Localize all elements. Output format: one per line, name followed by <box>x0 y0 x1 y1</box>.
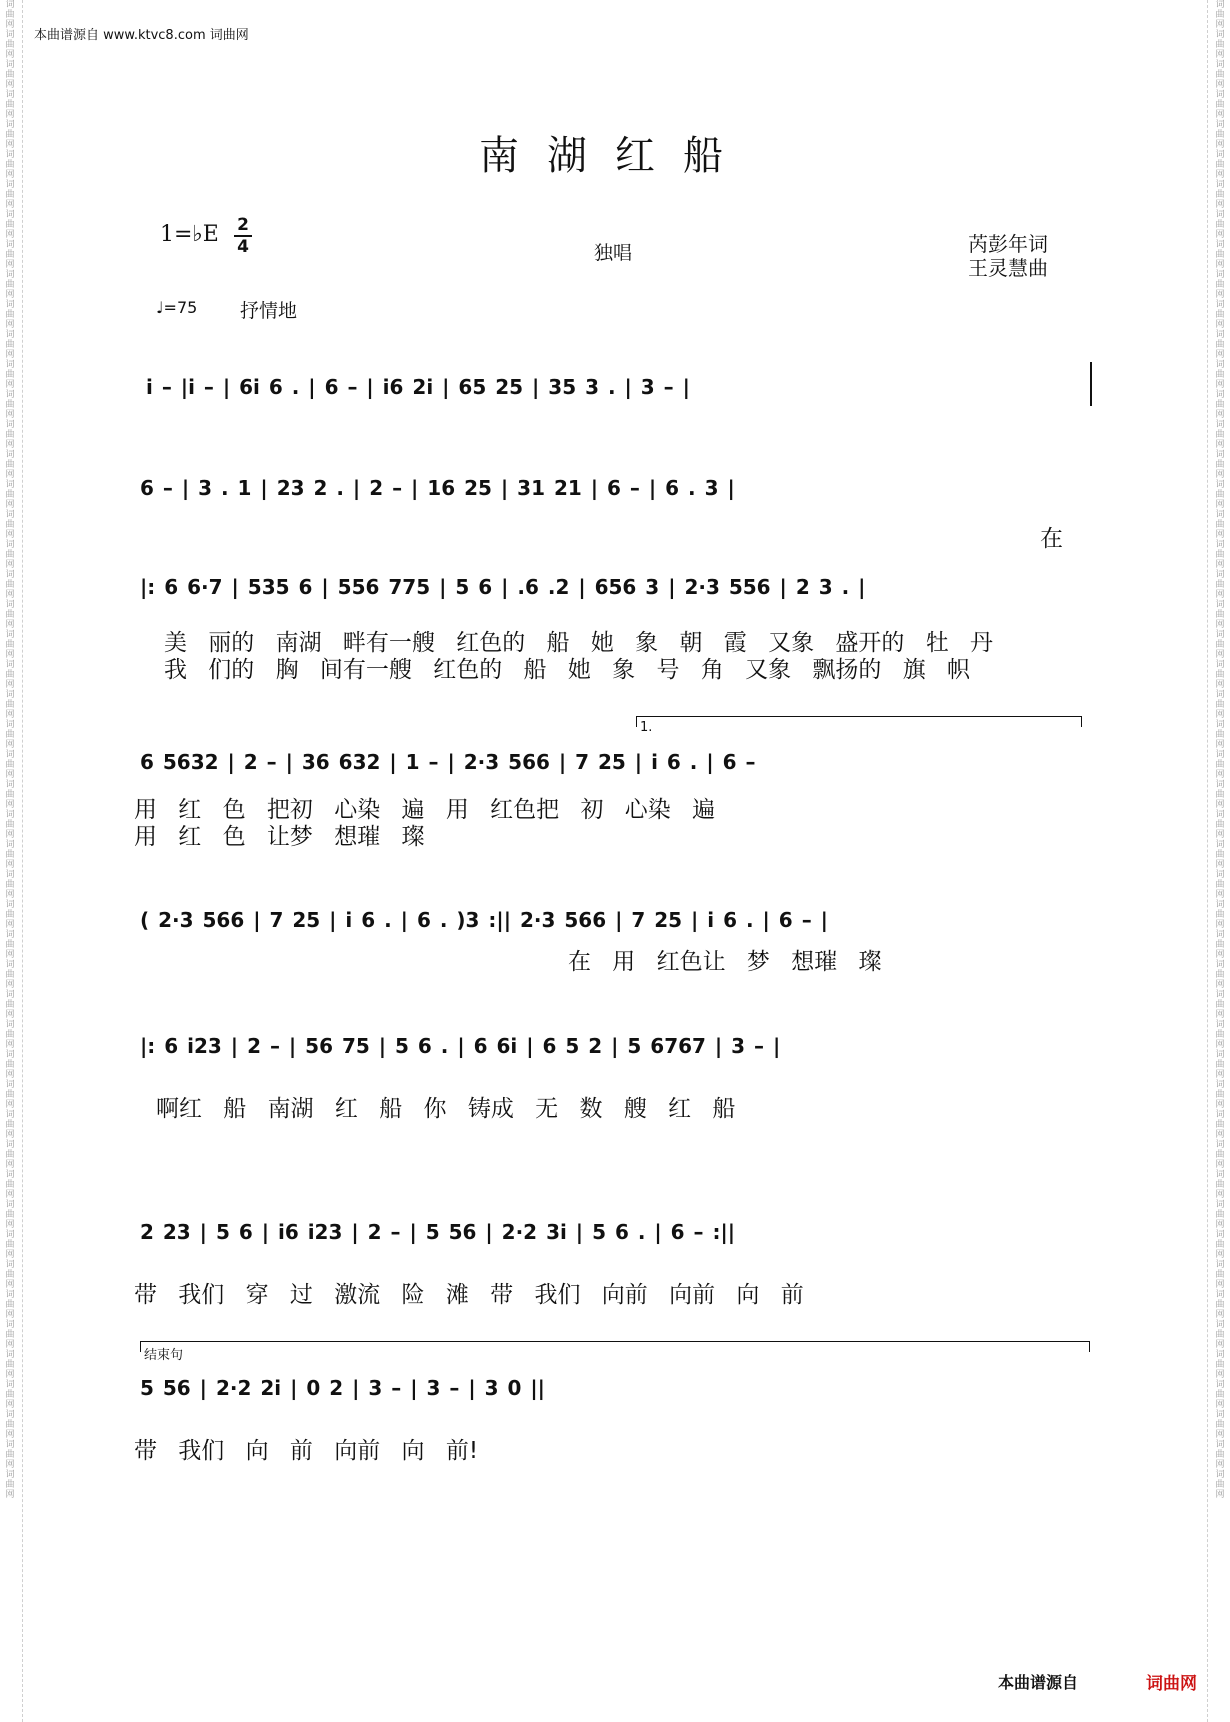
footer-brand-link[interactable]: 词曲网 <box>1146 1674 1197 1694</box>
tempo-marking: ♩=75 <box>156 298 198 317</box>
coda-ending-bracket <box>140 1341 1090 1352</box>
score-row-3-lyric-2: 我 们的 胸 间有一艘 红色的 船 她 象 号 角 又象 飘扬的 旗 帜 <box>164 657 971 683</box>
score-row-4-lyric-2: 用 红 色 让梦 想璀 璨 <box>134 824 425 850</box>
score-row-7-notes: 2 23 | 5 6 | i6 i23 | 2 – | 5 56 | 2·2 3i | 5 6 . | 6 – :|| <box>140 1220 736 1244</box>
right-watermark: 词曲网 词曲网 词曲网 词曲网 词曲网 词曲网 词曲网 词曲网 词曲网 词曲网 词曲网 词曲网 词曲网 词曲网 词曲网 词曲网 词曲网 词曲网 词曲网 词曲网 词曲网 词曲网 词曲网 词曲网 词曲网 词曲网 词曲网 词曲网 词曲网 词曲网 词曲网 词曲网 词曲网 词曲网 词曲网 词曲网 词曲网 词曲网 词曲网 词曲网 词曲网 词曲网 词曲网 词曲网 词曲网 词曲网 词曲网 词曲网 词曲网 词曲网 <box>1215 0 1225 1500</box>
score-row-5-notes: ( 2·3 566 | 7 25 | i 6 . | 6 . )3 :|| 2·3 566 | 7 25 | i 6 . | 6 – | <box>140 908 828 932</box>
score-row-7-lyric: 带 我们 穿 过 激流 险 滩 带 我们 向前 向前 向 前 <box>134 1282 804 1308</box>
composer: 王灵慧曲 <box>968 256 1048 280</box>
score-row-3-notes: |: 6 6·7 | 535 6 | 556 775 | 5 6 | .6 .2 | 656 3 | 2·3 556 | 2 3 . | <box>140 575 866 599</box>
score-row-3-lyric-1: 美 丽的 南湖 畔有一艘 红色的 船 她 象 朝 霞 又象 盛开的 牡 丹 <box>164 630 994 656</box>
barline <box>1090 362 1092 406</box>
left-watermark: 词曲网 词曲网 词曲网 词曲网 词曲网 词曲网 词曲网 词曲网 词曲网 词曲网 词曲网 词曲网 词曲网 词曲网 词曲网 词曲网 词曲网 词曲网 词曲网 词曲网 词曲网 词曲网 词曲网 词曲网 词曲网 词曲网 词曲网 词曲网 词曲网 词曲网 词曲网 词曲网 词曲网 词曲网 词曲网 词曲网 词曲网 词曲网 词曲网 词曲网 词曲网 词曲网 词曲网 词曲网 词曲网 词曲网 词曲网 词曲网 词曲网 词曲网 <box>5 0 15 1500</box>
score-row-6-notes: |: 6 i23 | 2 – | 56 75 | 5 6 . | 6 6i | 6 5 2 | 5 6767 | 3 – | <box>140 1034 781 1058</box>
song-title: 南湖红船 <box>479 133 751 179</box>
score-row-4-lyric-1: 用 红 色 把初 心染 遍 用 红色把 初 心染 遍 <box>134 797 716 823</box>
score-row-4-notes: 6 5632 | 2 – | 36 632 | 1 – | 2·3 566 | 7 25 | i 6 . | 6 – <box>140 750 756 774</box>
key-signature: 1=♭E <box>160 222 219 247</box>
expression-marking: 抒情地 <box>240 300 298 322</box>
score-row-2-lyric: 在 <box>1040 526 1063 552</box>
first-ending-label: 1. <box>640 720 653 735</box>
left-margin-rule <box>22 0 23 1722</box>
footer-source: 本曲谱源自 <box>998 1673 1079 1692</box>
performance-mode: 独唱 <box>594 242 633 264</box>
score-row-8-notes: 5 56 | 2·2 2i | 0 2 | 3 – | 3 – | 3 0 || <box>140 1376 545 1400</box>
source-line: 本曲谱源自 www.ktvc8.com 词曲网 <box>34 28 249 43</box>
score-row-6-lyric: 啊红 船 南湖 红 船 你 铸成 无 数 艘 红 船 <box>156 1096 736 1122</box>
score-row-1-notes: i – |i – | 6i 6 . | 6 – | i6 2i | 65 25 | 35 3 . | 3 – | <box>146 375 690 399</box>
time-signature <box>234 216 252 256</box>
lyricist: 芮彭年词 <box>968 232 1048 256</box>
score-row-2-notes: 6 – | 3 . 1 | 23 2 . | 2 – | 16 25 | 31 21 | 6 – | 6 . 3 | <box>140 476 735 500</box>
score-row-5-lyric: 在 用 红色让 梦 想璀 璨 <box>568 949 882 975</box>
coda-label: 结束句 <box>144 1348 184 1363</box>
time-top: 2 <box>237 215 249 235</box>
right-margin-rule <box>1207 0 1208 1722</box>
first-ending-bracket <box>636 716 1082 727</box>
time-bottom: 4 <box>237 237 249 257</box>
score-row-8-lyric: 带 我们 向 前 向前 向 前! <box>134 1438 479 1464</box>
